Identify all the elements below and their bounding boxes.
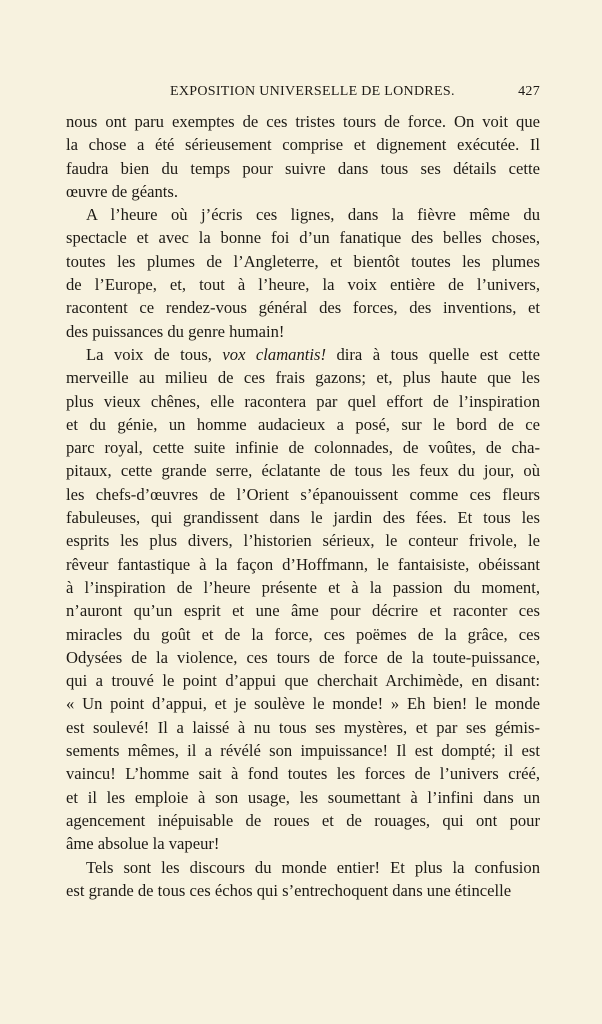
- text-line: qui a trouvé le point d’appui que cherchait Archimède, en disant:: [66, 671, 540, 691]
- text-line: [66, 343, 540, 366]
- paragraph: [66, 343, 540, 856]
- running-title: EXPOSITION UNIVERSELLE DE LONDRES.: [170, 84, 455, 99]
- italic-phrase: vox clamantis!: [222, 344, 326, 364]
- text-line: merveille au milieu de ces frais gazons; et, plus haute que les: [66, 368, 540, 388]
- text-line: est grande de tous ces échos qui s’entrechoquent dans une étincelle: [66, 880, 512, 900]
- body-text: [66, 110, 540, 902]
- text-line: et il les emploie à son usage, les soumettant à l’infini dans un: [66, 787, 540, 807]
- text-line: plus vieux chênes, elle racontera par quel effort de l’inspiration: [66, 391, 540, 411]
- text-line: racontent ce rendez-vous général des forces, des inventions, et: [66, 298, 540, 318]
- text-line: fabuleuses, qui grandissent dans le jardin des fées. Et tous les: [66, 508, 540, 528]
- text-line: n’auront qu’un esprit et une âme pour décrire et raconter ces: [66, 601, 540, 621]
- running-header: [66, 84, 540, 106]
- text-line: des puissances du genre humain!: [66, 321, 285, 341]
- text-line: vaincu! L’homme sait à fond toutes les forces de l’univers créé,: [66, 764, 540, 784]
- text-line: esprits les plus divers, l’historien sérieux, le conteur frivole, le: [66, 531, 540, 551]
- text-line: Odysées de la violence, ces tours de force de la toute-puissance,: [66, 647, 540, 667]
- text-line: et du génie, un homme audacieux a posé, sur le bord de ce: [66, 414, 540, 434]
- text-line: spectacle et avec la bonne foi d’un fanatique des belles choses,: [66, 228, 540, 248]
- text-line: œuvre de géants.: [66, 181, 178, 201]
- text-line: parc royal, cette suite infinie de colonnades, de voûtes, de cha-: [66, 438, 540, 458]
- text-line: rêveur fantastique à la façon d’Hoffmann, le fantaisiste, obéissant: [66, 554, 540, 574]
- text-segment: dira à tous quelle est cette: [325, 344, 540, 364]
- text-line: pitaux, cette grande serre, éclatante de tous les feux du jour, où: [66, 461, 540, 481]
- text-line: « Un point d’appui, et je soulève le monde! » Eh bien! le monde: [66, 694, 540, 714]
- text-line: nous ont paru exemptes de ces tristes tours de force. On voit que: [66, 112, 540, 131]
- paragraph: [66, 110, 540, 203]
- paragraph: [66, 203, 540, 343]
- text-line: A l’heure où j’écris ces lignes, dans la fièvre même du: [86, 205, 540, 225]
- text-line: miracles du goût et de la force, ces poëmes de la grâce, ces: [66, 624, 540, 644]
- text-line: est soulevé! Il a laissé à nu tous ses mystères, et par ses gémis-: [66, 717, 540, 737]
- text-line: de l’Europe, et, tout à l’heure, la voix entière de l’univers,: [66, 275, 540, 295]
- text-line: Tels sont les discours du monde entier! Et plus la confusion: [86, 857, 540, 877]
- text-line: la chose a été sérieusement comprise et dignement exécutée. Il: [66, 135, 540, 155]
- text-line: faudra bien du temps pour suivre dans tous ses détails cette: [66, 158, 540, 178]
- page-number: 427: [518, 84, 540, 99]
- text-line: toutes les plumes de l’Angleterre, et bientôt toutes les plumes: [66, 251, 540, 271]
- text-line: sements mêmes, il a révélé son impuissance! Il est dompté; il est: [66, 741, 540, 761]
- text-line: à l’inspiration de l’heure présente et à la passion du moment,: [66, 577, 540, 597]
- text-segment: La voix de tous,: [86, 344, 223, 364]
- paragraph: [66, 856, 540, 903]
- text-line: les chefs-d’œuvres de l’Orient s’épanouissent comme ces fleurs: [66, 484, 540, 504]
- text-line: âme absolue la vapeur!: [66, 834, 220, 854]
- text-line: agencement inépuisable de roues et de rouages, qui ont pour: [66, 810, 540, 830]
